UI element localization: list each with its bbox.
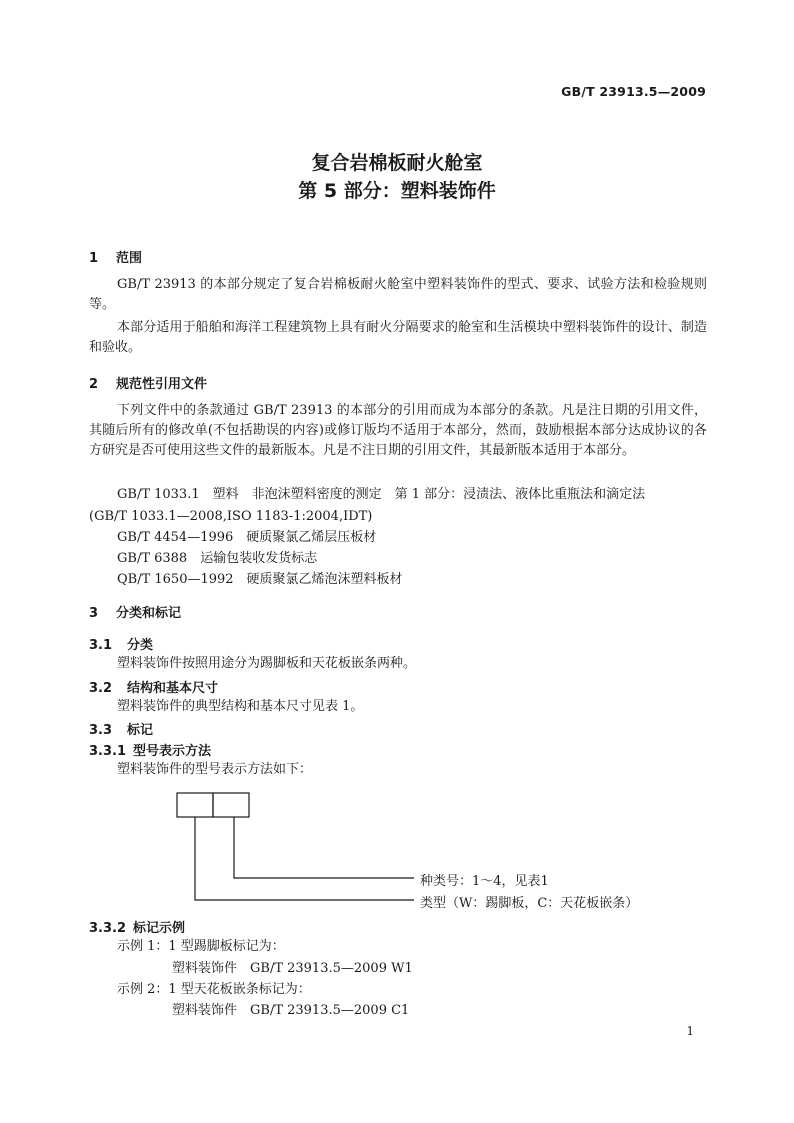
section-1-paragraph-1: GB/T 23913 的本部分规定了复合岩棉板耐火舱室中塑料装饰件的型式、要求、试验方法和检验规则等。 [89,277,707,312]
section-title: 规范性引用文件 [116,377,208,392]
subsection-title: 结构和基本尺寸 [127,681,219,696]
section-3-heading [89,602,181,621]
section-2-paragraph: 下列文件中的条款通过 GB/T 23913 的本部分的引用而成为本部分的条款。凡是注日期的引用文件，其随后所有的修改单(不包括勘误的内容)或修订版均不适用于本部分，然而，鼓励根据本部分达成协议的各方研究是否可使用这些文件的最新版本。凡是不注日期的引用文件，其最新版本适用于本部分。 [89,403,707,458]
example-1-marking: 塑料装饰件 GB/T 23913.5—2009 W1 [172,961,413,976]
subsection-number: 3.2 [89,681,113,696]
reference-3: GB/T 6388 运输包装收发货标志 [117,551,318,566]
subsection-number: 3.1 [89,638,113,653]
document-title: 复合岩棉板耐火舱室 [311,152,483,174]
kind-number-label: 种类号：1～4，见表1 [420,874,549,889]
type-box [177,793,213,817]
subsection-3-1-heading [89,634,153,653]
kind-number-leader-line [234,817,414,878]
reference-4: QB/T 1650—1992 硬质聚氯乙烯泡沫塑料板材 [117,572,403,587]
subsection-3-2-heading [89,677,218,696]
subsection-title: 型号表示方法 [133,744,212,759]
kind-number-box [213,793,249,817]
section-2-heading [89,373,207,392]
subsection-number: 3.3.2 [89,921,127,936]
example-1-label: 示例 1：1 型踢脚板标记为： [117,939,285,954]
model-designation-diagram [176,792,426,912]
section-number: 2 [89,377,99,392]
example-2-marking: 塑料装饰件 GB/T 23913.5—2009 C1 [172,1003,410,1018]
document-subtitle: 第 5 部分：塑料装饰件 [298,180,496,202]
subsection-3-2-text: 塑料装饰件的典型结构和基本尺寸见表 1。 [117,699,364,714]
section-number: 1 [89,251,99,266]
section-1-paragraph-2: 本部分适用于船舶和海洋工程建筑物上具有耐火分隔要求的舱室和生活模块中塑料装饰件的设计、制造和验收。 [89,320,707,355]
example-2-label: 示例 2：1 型天花板嵌条标记为： [117,982,311,997]
page-number: 1 [686,1024,694,1038]
section-title: 范围 [116,251,143,266]
subsection-3-3-1-text: 塑料装饰件的型号表示方法如下： [117,762,313,777]
subsection-number: 3.3.1 [89,744,127,759]
section-1-heading [89,247,142,266]
subsection-title: 标记 [127,723,154,738]
reference-1-line-1: GB/T 1033.1 塑料 非泡沫塑料密度的测定 第 1 部分：浸渍法、液体比重瓶法和滴定法 [117,487,646,502]
section-title: 分类和标记 [116,606,182,621]
subsection-title: 分类 [127,638,154,653]
standard-number: GB/T 23913.5—2009 [561,84,706,99]
subsection-title: 标记示例 [133,921,186,936]
subsection-3-1-text: 塑料装饰件按照用途分为踢脚板和天花板嵌条两种。 [117,656,417,671]
subsection-number: 3.3 [89,723,113,738]
subsection-3-3-1-heading [89,740,211,759]
reference-2: GB/T 4454—1996 硬质聚氯乙烯层压板材 [117,530,377,545]
reference-1-line-2: (GB/T 1033.1—2008,ISO 1183-1:2004,IDT) [89,509,373,524]
type-label: 类型（W：踢脚板，C：天花板嵌条） [420,896,639,911]
subsection-3-3-heading [89,719,153,738]
section-number: 3 [89,606,99,621]
subsection-3-3-2-heading [89,917,185,936]
type-leader-line [195,817,414,900]
